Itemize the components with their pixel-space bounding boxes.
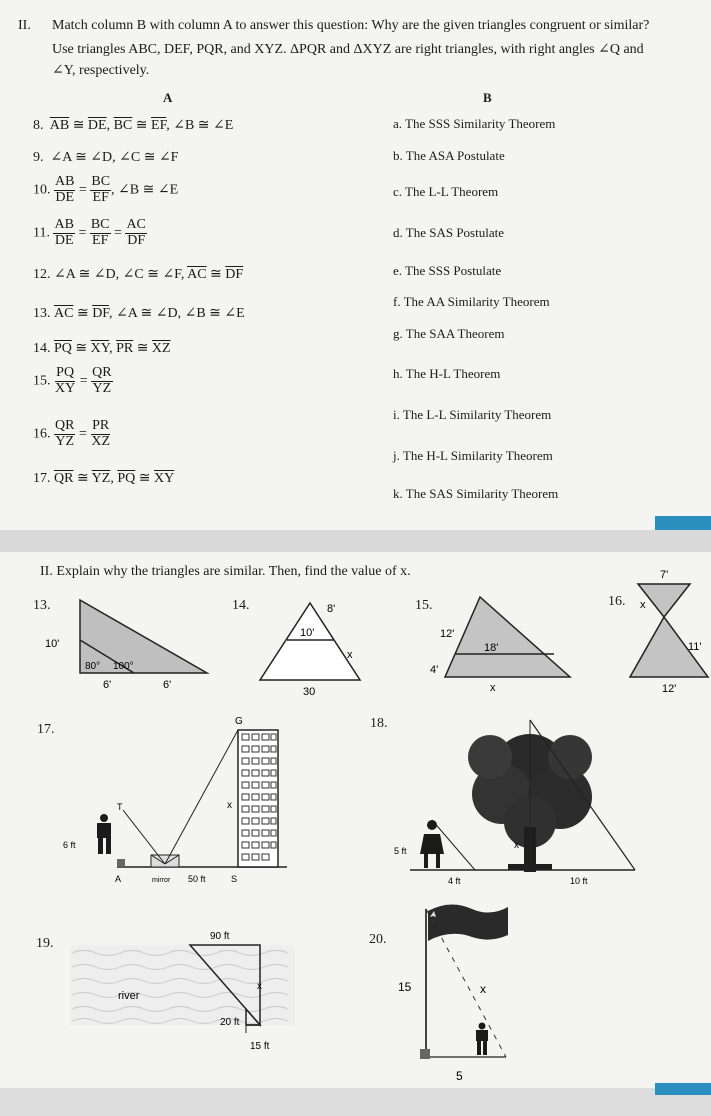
- p15-x: x: [490, 682, 496, 694]
- choice-i: i. The L-L Similarity Theorem: [393, 407, 552, 422]
- problem-20-figure: [390, 895, 530, 1090]
- problem-13-number: 13.: [33, 598, 51, 613]
- p14-top-label: 8': [327, 603, 336, 615]
- item-9: 9. ∠A ≅ ∠D, ∠C ≅ ∠F: [33, 150, 179, 165]
- choice-g: g. The SAA Theorem: [393, 326, 505, 341]
- p19-bottom-label: 15 ft: [250, 1041, 270, 1052]
- choice-c: c. The L-L Theorem: [393, 184, 499, 199]
- p17-label-mirror: mirror: [152, 877, 171, 884]
- p13-angle1: 80°: [85, 661, 101, 672]
- problem-16-number: 16.: [608, 594, 626, 609]
- p17-label-dist: 50 ft: [188, 874, 206, 884]
- p16-top-label: 7': [660, 569, 669, 581]
- problem-19-figure: [60, 925, 310, 1060]
- p14-mid-label: 10': [300, 627, 315, 639]
- problem-18-number: 18.: [370, 716, 388, 731]
- p15-left-top: 12': [440, 628, 455, 640]
- p15-triangle: [445, 597, 570, 677]
- problem-17-figure: [55, 712, 295, 887]
- p18-person: [420, 820, 444, 868]
- p17-ray-2: [165, 730, 238, 864]
- item-10: 10. $\frac{AB}{DE}$ = $\frac{BC}{EF}$ , ∠B ≅ ∠E: [33, 174, 179, 205]
- choice-b: b. The ASA Postulate: [393, 148, 505, 163]
- p20-x-label: x: [480, 982, 486, 996]
- item-17: 17. $\overline{QR}$ ≅ $\overline{YZ}$, $\overline{PQ}$ ≅ $\overline{XY}$: [33, 471, 175, 486]
- instruction-line-3: ∠Y, respectively.: [52, 63, 150, 78]
- p19-x-label: x: [257, 981, 262, 992]
- p20-person: [476, 1023, 488, 1056]
- p17-person: [97, 814, 111, 854]
- page-separator: [0, 530, 711, 552]
- bottom-band: [0, 1088, 711, 1116]
- instruction-line-2: Use triangles ABC, DEF, PQR, and XYZ. ΔPQR and ΔXYZ are right triangles, with right angles ∠Q and: [52, 42, 644, 57]
- p18-x-label: x: [514, 840, 519, 851]
- p18-d2-label: 10 ft: [570, 876, 588, 886]
- p20-base-marker: [420, 1049, 430, 1059]
- p13-base1: 6': [103, 679, 112, 691]
- p13-side-label: 10': [45, 638, 60, 650]
- item-15: 15. $\frac{PQ}{XY}$ = $\frac{QR}{YZ}$: [33, 365, 112, 396]
- instruction-line-1: Match column B with column A to answer this question: Why are the given triangles congruent or similar?: [52, 18, 650, 33]
- p19-river-label: river: [118, 990, 140, 1002]
- p19-top-label: 90 ft: [210, 931, 230, 942]
- p14-base-label: 30: [303, 686, 316, 698]
- problem-15-number: 15.: [415, 598, 433, 613]
- p18-height-label: 5 ft: [394, 846, 407, 856]
- p17-label-x: x: [227, 800, 232, 811]
- p14-x-label: x: [347, 649, 353, 661]
- choice-h: h. The H-L Theorem: [393, 366, 501, 381]
- column-b-header: B: [483, 90, 492, 105]
- column-a-header: A: [163, 90, 173, 105]
- part2-heading: II. Explain why the triangles are similar. Then, find the value of x.: [40, 564, 411, 579]
- p16-x-label: x: [640, 599, 646, 611]
- choice-f: f. The AA Similarity Theorem: [393, 294, 550, 309]
- p14-triangle: [260, 603, 360, 680]
- p15-mid: 18': [484, 642, 499, 654]
- p20-base-label: 5: [456, 1069, 463, 1083]
- choice-k: k. The SAS Similarity Theorem: [393, 486, 559, 501]
- p17-label-G: G: [235, 716, 243, 727]
- p15-left-bot: 4': [430, 664, 439, 676]
- item-16: 16. $\frac{QR}{YZ}$ = $\frac{PR}{XZ}$: [33, 418, 111, 449]
- problem-20-number: 20.: [369, 932, 387, 947]
- problem-14-figure: [255, 598, 365, 698]
- p13-base2: 6': [163, 679, 172, 691]
- p17-marker-A: [117, 859, 125, 867]
- problem-19-number: 19.: [36, 936, 54, 951]
- p19-mid-label: 20 ft: [220, 1017, 240, 1028]
- blue-tape-bottom: [655, 1083, 711, 1095]
- section-number: II.: [18, 18, 31, 33]
- item-12: 12. ∠A ≅ ∠D, ∠C ≅ ∠F, $\overline{AC}$ ≅ $\overline{DF}$: [33, 267, 244, 282]
- p16-right-label: 11': [688, 641, 702, 653]
- item-11: 11. $\frac{AB}{DE}$ = $\frac{BC}{EF}$ = $\frac{AC}{DF}$: [33, 217, 146, 248]
- problem-17-number: 17.: [37, 722, 55, 737]
- problem-14-number: 14.: [232, 598, 250, 613]
- p18-d1-label: 4 ft: [448, 876, 461, 886]
- choice-e: e. The SSS Postulate: [393, 263, 502, 278]
- blue-tape-top: [655, 516, 711, 530]
- problem-15-figure: [420, 595, 580, 695]
- p16-base-label: 12': [662, 683, 677, 695]
- p17-label-A: A: [115, 874, 122, 884]
- item-13: 13. $\overline{AC}$ ≅ $\overline{DF}$, ∠A ≅ ∠D, ∠B ≅ ∠E: [33, 306, 245, 321]
- p20-h-label: 15: [398, 980, 412, 994]
- p16-top-triangle: [638, 584, 690, 617]
- choice-j: j. The H-L Similarity Theorem: [393, 448, 553, 463]
- problem-16-figure: [630, 562, 711, 697]
- item-8: 8. $\overline{AB}$ ≅ $\overline{DE}$, $\overline{BC}$ ≅ $\overline{EF}$, ∠B ≅ ∠E: [33, 118, 234, 133]
- p17-building: [238, 730, 278, 867]
- item-14: 14. $\overline{PQ}$ ≅ $\overline{XY}$, $\overline{PR}$ ≅ $\overline{XZ}$: [33, 341, 171, 356]
- p17-mirror-box: [151, 855, 179, 867]
- problem-13-figure: [45, 595, 215, 695]
- p17-label-S: S: [231, 874, 238, 884]
- p17-ray-1: [123, 810, 165, 864]
- p20-flag: [428, 904, 508, 941]
- problem-18-figure: [380, 712, 680, 892]
- p17-label-T: T: [117, 802, 123, 812]
- p13-angle2: 100°: [113, 661, 134, 672]
- choice-d: d. The SAS Postulate: [393, 225, 504, 240]
- choice-a: a. The SSS Similarity Theorem: [393, 116, 556, 131]
- p17-label-height: 6 ft: [63, 840, 76, 850]
